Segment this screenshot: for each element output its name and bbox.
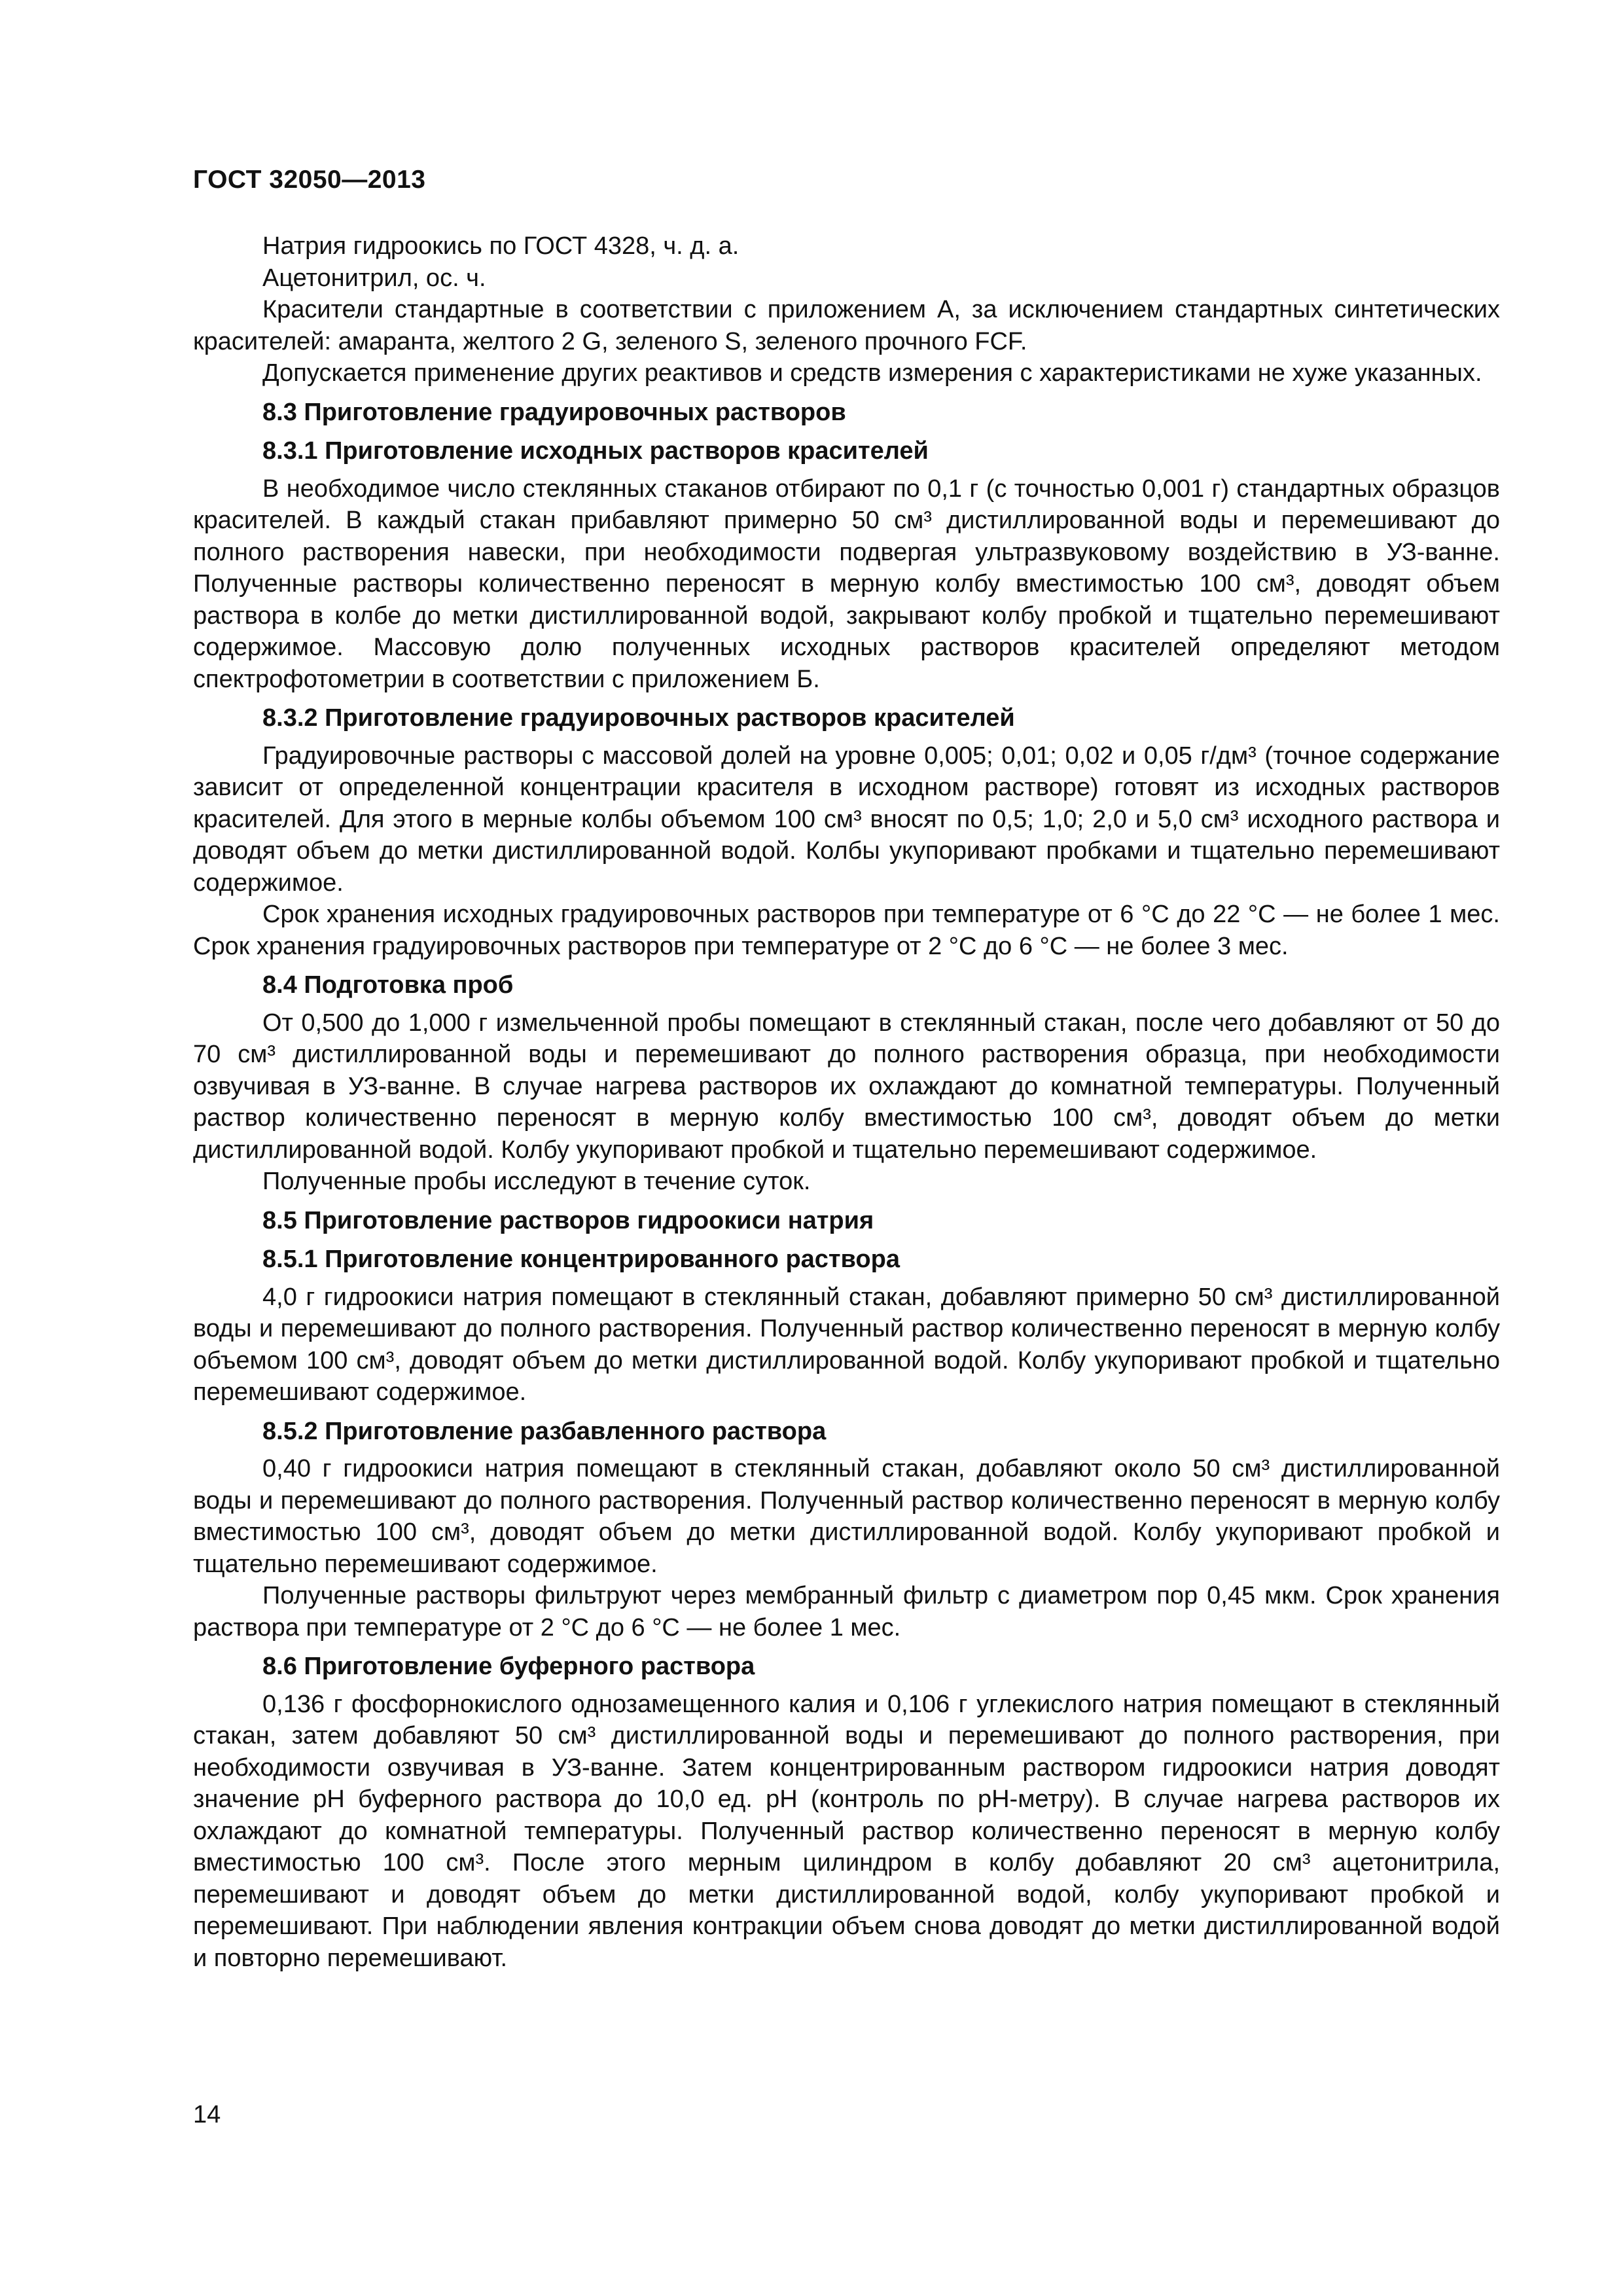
- paragraph-concentrated-solution: 4,0 г гидроокиси натрия помещают в стеклянный стакан, добавляют примерно 50 см³ дистиллированной воды и перемешивают до полного растворения. Полученный раствор количественно переносят в мерную колбу объемом 100 см³, доводят объем до метки дистиллированной водой. Колбу укупоривают пробкой и тщательно перемешивают содержимое.: [193, 1283, 1500, 1406]
- section-heading-8-5-2: 8.5.2 Приготовление разбавленного раствора: [262, 1417, 827, 1445]
- section-heading-8-3: 8.3 Приготовление градуировочных растворов: [262, 398, 846, 426]
- document-page: [193, 164, 1500, 1974]
- section-heading-8-5-1: 8.5.1 Приготовление концентрированного раствора: [262, 1246, 900, 1273]
- paragraph-calibration-solutions: Градуировочные растворы с массовой долей на уровне 0,005; 0,01; 0,02 и 0,05 г/дм³ (точное содержание зависит от определенной концентрации красителя в исходном растворе) готовят из исходных растворов красителей. Для этого в мерные колбы объемом 100 см³ вносят по 0,5; 1,0; 2,0 и 5,0 см³ исходного раствора и доводят объем до метки дистиллированной водой. Колбы укупоривают пробками и тщательно перемешивают содержимое.: [193, 742, 1500, 897]
- paragraph-stock-solutions: В необходимое число стеклянных стаканов отбирают по 0,1 г (с точностью 0,001 г) стандартных образцов красителей. В каждый стакан прибавляют примерно 50 см³ дистиллированной воды и перемешивают до полного растворения навески, при необходимости подвергая ультразвуковому воздействию в УЗ-ванне. Полученные растворы количественно переносят в мерную колбу вместимостью 100 см³, доводят объем раствора в колбе до метки дистиллированной водой, закрывают колбу пробкой и тщательно перемешивают содержимое. Массовую долю полученных исходных растворов красителей определяют методом спектрофотометрии в соответствии с приложением Б.: [193, 475, 1500, 693]
- paragraph-buffer-solution: 0,136 г фосфорнокислого однозамещенного калия и 0,106 г углекислого натрия помещают в стеклянный стакан, затем добавляют 50 см³ дистиллированной воды и перемешивают до полного растворения, при необходимости озвучивая в УЗ-ванне. Затем концентрированным раствором гидроокиси натрия доводят значение pH буферного раствора до 10,0 ед. pH (контроль по pH-метру). В случае нагрева растворов их охлаждают до комнатной температуры. Полученный раствор количественно переносят в мерную колбу вместимостью 100 см³. После этого мерным цилиндром в колбу добавляют 20 см³ ацетонитрила, перемешивают и доводят объем до метки дистиллированной водой, колбу укупоривают пробкой и перемешивают. При наблюдении явления контракции объем снова доводят до метки дистиллированной водой и повторно перемешивают.: [193, 1690, 1500, 1972]
- section-heading-8-6: 8.6 Приготовление буферного раствора: [262, 1653, 755, 1680]
- paragraph-sample-preparation: От 0,500 до 1,000 г измельченной пробы помещают в стеклянный стакан, после чего добавляют от 50 до 70 см³ дистиллированной воды и перемешивают до полного растворения образца, при необходимости озвучивая в УЗ-ванне. В случае нагрева растворов их охлаждают до комнатной температуры. Полученный раствор количественно переносят в мерную колбу вместимостью 100 см³, доводят объем до метки дистиллированной водой. Колбу укупоривают пробкой и тщательно перемешивают содержимое.: [193, 1009, 1500, 1164]
- section-heading-8-3-2: 8.3.2 Приготовление градуировочных растворов красителей: [262, 704, 1015, 732]
- paragraph-acetonitrile: Ацетонитрил, ос. ч.: [262, 264, 486, 292]
- paragraph-storage-period: Срок хранения исходных градуировочных растворов при температуре от 6 °С до 22 °С — не более 1 мес. Срок хранения градуировочных растворов при температуре от 2 °С до 6 °С — не более 3 мес.: [193, 901, 1500, 960]
- paragraph-sodium-hydroxide: Натрия гидроокись по ГОСТ 4328, ч. д. а.: [262, 232, 740, 260]
- paragraph-other-reagents: Допускается применение других реактивов и средств измерения с характеристиками не хуже указанных.: [262, 359, 1482, 387]
- section-heading-8-3-1: 8.3.1 Приготовление исходных растворов красителей: [262, 437, 929, 465]
- document-standard-number: ГОСТ 32050—2013: [193, 166, 426, 194]
- section-heading-8-4: 8.4 Подготовка проб: [262, 971, 514, 999]
- section-heading-8-5: 8.5 Приготовление растворов гидроокиси натрия: [262, 1206, 874, 1234]
- paragraph-sample-timing: Полученные пробы исследуют в течение суток.: [262, 1168, 811, 1195]
- paragraph-standard-dyes: Красители стандартные в соответствии с приложением А, за исключением стандартных синтетических красителей: амаранта, желтого 2 G, зеленого S, зеленого прочного FCF.: [193, 296, 1500, 355]
- page-number: 14: [193, 2101, 221, 2128]
- paragraph-filtering: Полученные растворы фильтруют через мембранный фильтр с диаметром пор 0,45 мкм. Срок хранения раствора при температуре от 2 °С до 6 °С — не более 1 мес.: [193, 1582, 1500, 1641]
- paragraph-diluted-solution: 0,40 г гидроокиси натрия помещают в стеклянный стакан, добавляют около 50 см³ дистиллированной воды и перемешивают до полного растворения. Полученный раствор количественно переносят в мерную колбу вместимостью 100 см³, доводят объем до метки дистиллированной водой. Колбу укупоривают пробкой и тщательно перемешивают содержимое.: [193, 1455, 1500, 1578]
